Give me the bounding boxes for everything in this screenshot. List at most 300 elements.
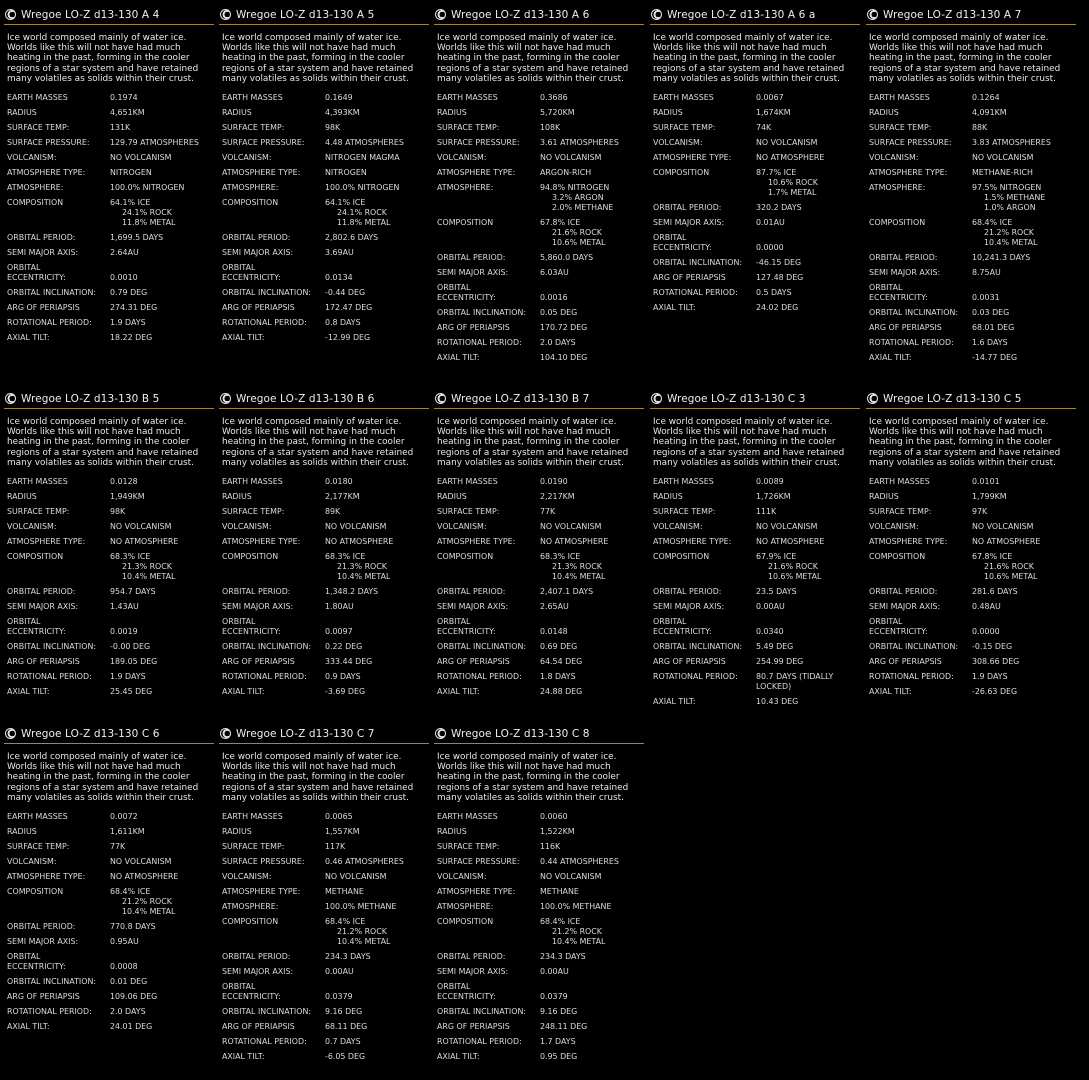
stat-value-line: 320.2 DAYS [756,203,802,213]
stat-value-line: 21.2% ROCK [984,228,1034,238]
stat-label: COMPOSITION [7,887,64,897]
stat-value-line: -12.99 DEG [325,333,371,343]
stat-value-line: 109.06 DEG [110,992,158,1002]
stat-value-line: -14.77 DEG [972,353,1018,363]
body-title: Wregoe LO-Z d13-130 B 7 [451,392,590,405]
stat-value [110,642,214,652]
stat-label: AXIAL TILT: [222,687,265,697]
stat-value-line: 25.45 DEG [110,687,153,697]
stat-label: SURFACE TEMP: [7,507,70,517]
stat-row [653,108,860,118]
stat-row [222,812,429,822]
stat-value [540,552,644,582]
stat-row [653,537,860,547]
stat-label: ARG OF PERIAPSIS [222,657,295,667]
stat-label: ARG OF PERIAPSIS [437,1022,510,1032]
stat-row [653,123,860,133]
body-card [434,724,644,1067]
stat-value-line: 0.44 ATMOSPHERES [540,857,619,867]
body-stats [650,477,860,707]
stat-row [437,183,644,213]
stat-value-line: 129.79 ATMOSPHERES [110,138,199,148]
stat-row [7,977,214,987]
stat-value-line: 10,241.3 DAYS [972,253,1031,263]
stat-value-line: 0.0072 [110,812,138,822]
stat-value-line: NO VOLCANISM [756,138,818,148]
stat-value-line: 333.44 DEG [325,657,373,667]
stat-value [325,812,429,822]
body-title: Wregoe LO-Z d13-130 A 6 [451,8,590,21]
stat-value [540,657,644,667]
stat-row [7,952,214,972]
stat-value-line: 0.0060 [540,812,568,822]
stat-label: VOLCANISM: [869,153,919,163]
stat-value-line: 24.01 DEG [110,1022,153,1032]
planet-icon [651,393,662,404]
stat-label: ARG OF PERIAPSIS [437,657,510,667]
stat-value [972,168,1076,178]
stat-label: SEMI MAJOR AXIS: [7,248,79,258]
stat-value [756,218,860,228]
stat-value-line: 68.4% ICE [540,917,581,927]
stat-value [110,522,214,532]
stat-value-line: 0.0379 [325,992,353,1002]
stat-row [869,268,1076,278]
stat-label: VOLCANISM: [437,522,487,532]
stat-row [437,522,644,532]
stat-value-line: 2,217KM [540,492,575,502]
stat-label: VOLCANISM: [869,522,919,532]
stat-value-line: NO VOLCANISM [540,153,602,163]
stat-value [325,1052,429,1062]
stat-row [7,288,214,298]
stat-label: ORBITAL ECCENTRICITY: [653,617,712,637]
stat-row [7,672,214,682]
stat-label: SURFACE TEMP: [7,842,70,852]
stat-value-line: NO VOLCANISM [110,522,172,532]
body-description: Ice world composed mainly of water ice. Worlds like this will not have had much heating in the past, forming in the cooler regions of a star system and have retained many volatiles as solids within their crust. [437,33,629,84]
stat-row [869,602,1076,612]
stat-value-line: NO ATMOSPHERE [972,537,1041,547]
stat-row [653,697,860,707]
stat-value [972,183,1076,213]
stat-label: SURFACE TEMP: [222,842,285,852]
stat-value-line: 21.3% ROCK [552,562,602,572]
stat-value-line: 0.0000 [756,243,784,253]
stat-label: ATMOSPHERE TYPE: [7,872,86,882]
stat-value [540,587,644,597]
stat-value-line: 68.4% ICE [325,917,366,927]
planet-icon [867,393,878,404]
stat-value-line: 21.3% ROCK [122,562,172,572]
stat-value [540,168,644,178]
stat-value-line: 3.61 ATMOSPHERES [540,138,619,148]
stat-row [869,657,1076,667]
stat-label: ROTATIONAL PERIOD: [869,338,954,348]
planet-icon [5,393,16,404]
stat-value [540,827,644,837]
stat-value-line: 2.64AU [110,248,139,258]
stat-row [222,887,429,897]
stat-label: SURFACE TEMP: [7,123,70,133]
stat-row [437,602,644,612]
stat-label: ORBITAL INCLINATION: [869,642,959,652]
stat-value-line: 1.8 DAYS [540,672,576,682]
stat-label: ATMOSPHERE TYPE: [7,537,86,547]
card-header[interactable] [4,389,214,409]
stat-value [972,602,1076,612]
stat-row [222,842,429,852]
stat-value [756,602,860,612]
body-stats [866,477,1076,697]
stat-row [7,827,214,837]
stat-value [540,857,644,867]
stat-value-line: NO ATMOSPHERE [110,537,179,547]
stat-row [7,552,214,582]
stat-label: ROTATIONAL PERIOD: [653,288,738,298]
stat-row [222,872,429,882]
stat-value-line: 1.9 DAYS [110,318,146,328]
stat-row [869,108,1076,118]
stat-value [110,857,214,867]
stat-value-line: NO ATMOSPHERE [325,537,394,547]
stat-row [222,687,429,697]
body-title: Wregoe LO-Z d13-130 A 7 [883,8,1022,21]
stat-row [222,168,429,178]
stat-value-line: 1,699.5 DAYS [110,233,164,243]
stat-value [292,263,429,283]
stat-value-line: 67.8% ICE [540,218,581,228]
stat-value [325,587,429,597]
stat-value-line: 0.79 DEG [110,288,148,298]
stat-value-line: 0.8 DAYS [325,318,361,328]
stat-label: ORBITAL INCLINATION: [7,642,97,652]
stat-value [972,338,1076,348]
stat-row [7,477,214,487]
stat-value-line: 1,949KM [110,492,145,502]
body-stats [4,93,214,343]
stat-label: RADIUS [7,492,37,502]
stat-label: VOLCANISM: [7,522,57,532]
stat-row [653,93,860,103]
stat-value-line: 18.22 DEG [110,333,153,343]
stat-label: SURFACE PRESSURE: [222,857,305,867]
stat-label: ORBITAL ECCENTRICITY: [7,617,66,637]
stat-row [437,283,644,303]
stat-row [653,672,860,692]
planet-icon [867,9,878,20]
stat-row [222,537,429,547]
stat-value [972,138,1076,148]
stat-label: ORBITAL PERIOD: [222,587,291,597]
stat-label: RADIUS [653,492,683,502]
card-header[interactable] [650,5,860,25]
stat-row [7,887,214,917]
stat-label: ARG OF PERIAPSIS [869,657,942,667]
stat-value [110,937,214,947]
stat-value [972,642,1076,652]
stat-value-line: 9.16 DEG [325,1007,363,1017]
stat-value [756,537,860,547]
body-card [650,5,860,318]
stat-row [653,258,860,268]
stat-value [110,507,214,517]
stat-row [437,617,644,637]
stat-value-line: 87.7% ICE [756,168,797,178]
body-description: Ice world composed mainly of water ice. Worlds like this will not have had much heating in the past, forming in the cooler regions of a star system and have retained many volatiles as solids within their crust. [437,752,629,803]
stat-label: EARTH MASSES [437,812,498,822]
stat-value [939,283,1076,303]
stat-row [869,687,1076,697]
stat-value-line: 1.80AU [325,602,354,612]
stat-row [222,657,429,667]
planet-icon [5,9,16,20]
stat-value [756,203,860,213]
stat-value [110,138,214,148]
stat-label: SEMI MAJOR AXIS: [437,602,509,612]
stat-value [756,153,860,163]
card-header[interactable] [219,389,429,409]
stat-value [110,812,214,822]
stat-value-line: 24.02 DEG [756,303,799,313]
planet-icon [220,728,231,739]
stat-value-line: 117K [325,842,346,852]
stat-value [110,552,214,582]
stat-value-line: 0.01AU [756,218,785,228]
stat-row [7,1022,214,1032]
stat-value [110,183,214,193]
stat-row [222,233,429,243]
stat-row [437,253,644,263]
stat-value [110,477,214,487]
stat-value [972,108,1076,118]
stat-value [540,687,644,697]
stat-value-line: 116K [540,842,561,852]
stat-value [325,842,429,852]
planet-icon [435,9,446,20]
stat-value-line: 254.99 DEG [756,657,804,667]
stat-row [222,827,429,837]
stat-label: AXIAL TILT: [869,353,912,363]
stat-label: ORBITAL INCLINATION: [7,977,97,987]
stat-value-line: 0.0101 [972,477,1000,487]
stat-value [540,477,644,487]
stat-value [756,303,860,313]
card-header[interactable] [434,724,644,744]
stat-row [7,857,214,867]
stat-row [222,1022,429,1032]
stat-value-line: 108K [540,123,561,133]
stat-label: RADIUS [437,827,467,837]
stat-label: SEMI MAJOR AXIS: [222,967,294,977]
stat-value [540,842,644,852]
stat-label: EARTH MASSES [7,93,68,103]
stat-label: ARG OF PERIAPSIS [222,303,295,313]
stat-value-line: 21.2% ROCK [337,927,387,937]
stat-row [222,333,429,343]
stat-value-line: NO VOLCANISM [972,522,1034,532]
stat-value [756,642,860,652]
planet-icon [220,9,231,20]
card-header[interactable] [219,724,429,744]
stat-value [325,602,429,612]
stat-value [325,642,429,652]
stat-row [7,812,214,822]
stat-label: EARTH MASSES [653,477,714,487]
stat-label: ROTATIONAL PERIOD: [7,318,92,328]
stat-label: ATMOSPHERE TYPE: [437,887,516,897]
stat-value [972,507,1076,517]
stat-value [972,123,1076,133]
stat-value [756,108,860,118]
stat-value [507,982,644,1002]
stat-value-line: 10.4% METAL [337,937,391,947]
card-header[interactable] [219,5,429,25]
stat-value [972,672,1076,682]
stat-label: ORBITAL ECCENTRICITY: [869,283,928,303]
stat-value [77,617,214,637]
stat-value-line: 0.95AU [110,937,139,947]
body-card [434,5,644,368]
stat-row [222,967,429,977]
stat-value-line: 0.0019 [110,627,138,637]
stat-row [869,123,1076,133]
stat-value [756,492,860,502]
stat-value-line: 89K [325,507,341,517]
card-header[interactable] [434,389,644,409]
stat-row [869,507,1076,517]
stat-row [437,672,644,682]
stat-value-line: NITROGEN [110,168,152,178]
stat-value-line: 0.1974 [110,93,138,103]
stat-label: SEMI MAJOR AXIS: [653,218,725,228]
stat-value [972,93,1076,103]
stat-value-line: NO ATMOSPHERE [756,153,825,163]
stat-row [7,153,214,163]
stat-row [437,537,644,547]
stat-value [110,318,214,328]
stat-value-line: -0.00 DEG [110,642,151,652]
stat-value [325,233,429,243]
stat-label: ATMOSPHERE TYPE: [869,537,948,547]
stat-value [756,258,860,268]
stat-value-line: 11.8% METAL [122,218,176,228]
stat-label: SURFACE TEMP: [437,507,500,517]
stat-value [972,587,1076,597]
card-header[interactable] [4,5,214,25]
stat-value-line: 0.01 DEG [110,977,148,987]
stat-value-line: 10.4% METAL [984,238,1038,248]
stat-label: ATMOSPHERE TYPE: [7,168,86,178]
body-title: Wregoe LO-Z d13-130 A 5 [236,8,375,21]
stat-label: ORBITAL PERIOD: [869,587,938,597]
stat-value-line: 24.1% ROCK [122,208,172,218]
stat-value-line: 0.95 DEG [540,1052,578,1062]
card-header[interactable] [866,389,1076,409]
stat-value-line: 0.0379 [540,992,568,1002]
stat-value-line: 0.00AU [756,602,785,612]
stat-row [222,1037,429,1047]
stat-value-line: 0.3686 [540,93,568,103]
stat-row [869,522,1076,532]
stat-value-line: NO VOLCANISM [540,872,602,882]
card-header[interactable] [866,5,1076,25]
stat-row [437,492,644,502]
stat-value [325,288,429,298]
stat-value [540,507,644,517]
stat-row [653,642,860,652]
stat-label: ARG OF PERIAPSIS [7,992,80,1002]
stat-label: SEMI MAJOR AXIS: [653,602,725,612]
stat-value [540,353,644,363]
stat-value [756,93,860,103]
stat-value [972,353,1076,363]
stat-value-line: 4.48 ATMOSPHERES [325,138,404,148]
body-stats [650,93,860,313]
stat-label: ATMOSPHERE TYPE: [437,168,516,178]
stat-label: ORBITAL PERIOD: [7,587,76,597]
stat-row [222,108,429,118]
stat-value [325,917,429,947]
stat-label: ATMOSPHERE TYPE: [869,168,948,178]
stat-label: ROTATIONAL PERIOD: [7,1007,92,1017]
stat-row [653,153,860,163]
stat-row [222,303,429,313]
stat-row [7,587,214,597]
stat-value [325,657,429,667]
stat-row [222,153,429,163]
stat-label: RADIUS [437,492,467,502]
stat-label: AXIAL TILT: [437,1052,480,1062]
stat-label: RADIUS [222,492,252,502]
stat-value-line: 0.0008 [110,962,138,972]
stat-value [756,288,860,298]
stat-value-line: METHANE [325,887,364,897]
stat-value-line: 4,651KM [110,108,145,118]
stat-value-line: 1.9 DAYS [972,672,1008,682]
stat-value-line: 1,726KM [756,492,791,502]
stat-value [756,657,860,667]
card-header[interactable] [434,5,644,25]
stat-value [110,1022,214,1032]
stat-value-line: 10.6% METAL [768,572,822,582]
stat-row [222,617,429,637]
stat-label: ORBITAL PERIOD: [7,233,76,243]
stat-value [540,642,644,652]
stat-row [437,917,644,947]
stat-row [7,687,214,697]
stat-label: ORBITAL ECCENTRICITY: [7,263,66,283]
stat-row [7,233,214,243]
stat-row [437,1022,644,1032]
stat-row [653,617,860,637]
stat-value-line: 5,860.0 DAYS [540,253,594,263]
stat-value-line: METHANE [540,887,579,897]
stat-row [653,233,860,253]
stat-value-line: 0.0148 [540,627,568,637]
card-header[interactable] [650,389,860,409]
stat-value [540,308,644,318]
body-title: Wregoe LO-Z d13-130 C 7 [236,727,375,740]
card-header[interactable] [4,724,214,744]
body-title: Wregoe LO-Z d13-130 B 6 [236,392,375,405]
body-stats [434,812,644,1062]
stat-row [7,333,214,343]
stat-value-line: 0.0000 [972,627,1000,637]
body-description: Ice world composed mainly of water ice. Worlds like this will not have had much heating in the past, forming in the cooler regions of a star system and have retained many volatiles as solids within their crust. [653,33,845,84]
stat-value-line: 6.03AU [540,268,569,278]
stat-label: EARTH MASSES [7,477,68,487]
